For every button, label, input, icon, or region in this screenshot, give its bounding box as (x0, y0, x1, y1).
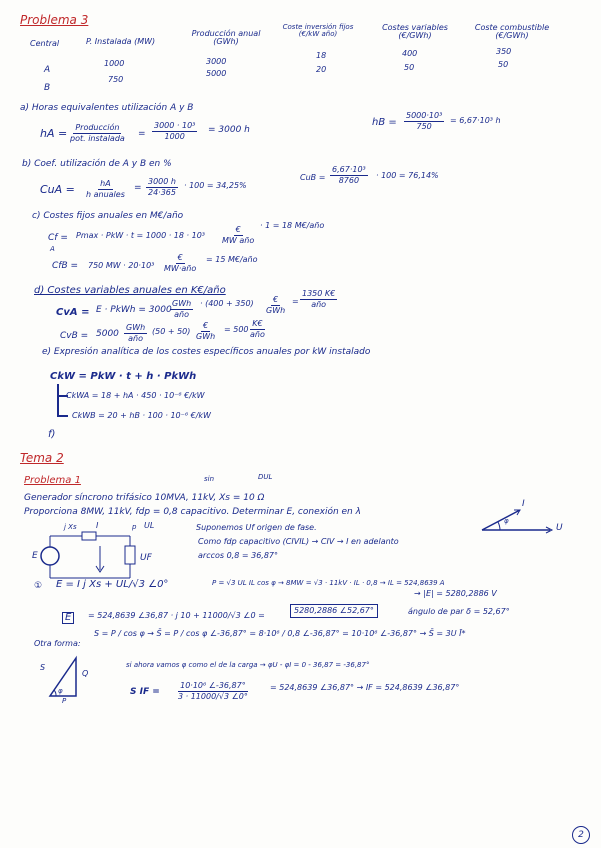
page-number: 2 (572, 826, 590, 844)
cva-u1-num: GWh (172, 299, 192, 308)
tri-s: S (40, 663, 46, 672)
cvb-u1-num: GWh (126, 323, 146, 332)
cua-frac1-den: h anuales (86, 190, 125, 199)
section-b-heading: b) Coef. utilización de A y B en % (22, 159, 172, 169)
circ-e: E (32, 551, 38, 561)
cub-lhs: CuB = (300, 173, 326, 182)
hb-result: = 6,67·10³ h (450, 116, 501, 125)
cua-result: · 100 = 34,25% (184, 181, 247, 190)
cva-lhs: CvA = (56, 307, 90, 318)
header-potencia: P. Instalada (MW) (86, 37, 156, 46)
cub-frac (330, 166, 368, 185)
vec-phi-label: φ (504, 517, 509, 525)
cfa-tail: · 1 = 18 M€/año (260, 221, 325, 230)
power-triangle (46, 656, 89, 700)
cvb-res-num: K€ (252, 319, 263, 328)
row-a-produccion: 3000 (206, 57, 227, 66)
cfb-result: = 15 M€/año (206, 255, 258, 264)
row-a-combustible: 350 (496, 47, 512, 56)
row-a-central: A (44, 65, 51, 75)
cvb-res-den: año (250, 330, 265, 339)
cfa-expr: Pmax · PkW · t = 1000 · 18 · 10³ (76, 231, 205, 240)
cua-eq: = (134, 183, 142, 193)
s-line2: si ahora vamos φ como el de la carga → φU - φI = 0 - 36,87 = -36,87° (126, 661, 370, 669)
row-a-variables: 400 (402, 49, 418, 58)
ha-frac1-num: Producción (75, 123, 120, 132)
annot-dul: DUL (258, 473, 273, 481)
section-a-heading: a) Horas equivalentes utilización A y B (20, 103, 194, 113)
cfb-expr: 750 MW · 20·10³ (88, 261, 155, 270)
ha-frac1-den: pot. instalada (70, 134, 125, 143)
cva-res-pre: = (292, 297, 299, 306)
cua-frac2-num: 3000 h (148, 177, 176, 186)
header-inversion: Coste inversión fijos (€/kW año) (282, 23, 354, 38)
cub-result: · 100 = 76,14% (376, 171, 439, 180)
tema2-title: Tema 2 (20, 451, 64, 465)
note1: Suponemos Uf origen de fase. (196, 523, 317, 532)
annot-sin: sin (204, 475, 215, 483)
header-combustible: Coste combustible (€/GWh) (474, 23, 550, 40)
ha-lhs: hA = (40, 127, 68, 140)
hb-frac (404, 112, 444, 131)
row-b-potencia: 750 (108, 75, 124, 84)
angle-note: ángulo de par δ = 52,67° (408, 607, 510, 616)
ha-result: = 3000 h (208, 125, 250, 135)
e-mag: → |E| = 5280,2886 V (414, 589, 497, 598)
hb-frac-den: 750 (416, 122, 432, 131)
row-a-potencia: 1000 (104, 59, 125, 68)
cvb-mid: (50 + 50) (152, 327, 191, 336)
power-eq: P = √3 UL IL cos φ → 8MW = √3 · 11kV · IL · 0,8 → IL = 524,8639 A (212, 579, 445, 587)
cva-res (300, 290, 337, 309)
s3-pre: S IF = (130, 687, 160, 697)
e-boxed-label: E (62, 612, 74, 624)
circ-p: p (132, 523, 137, 531)
section-c-heading: c) Costes fijos anuales en M€/año (32, 211, 184, 221)
row-b-variables: 50 (404, 63, 415, 72)
cvb-res-pre: = 500 (224, 325, 249, 334)
row-b-combustible: 50 (498, 60, 509, 69)
e-arrows (54, 384, 74, 424)
tema2-line1: Generador síncrono trifásico 10MVA, 11kV, Xs = 10 Ω (24, 493, 265, 503)
s3-post: = 524,8639 ∠36,87° → IF = 524,8639 ∠36,87° (270, 683, 460, 692)
cvb-u1-den: año (128, 334, 144, 343)
header-central: Central (30, 39, 60, 48)
row-a-inversion: 18 (316, 51, 327, 60)
ha-frac2 (152, 122, 197, 141)
section-d-heading: d) Costes variables anuales en K€/año (34, 285, 226, 296)
cfa-sub: A (50, 245, 55, 253)
cva-u2-den: GWh (266, 306, 286, 315)
s3-frac (178, 682, 248, 701)
s3-frac-num: 10·10⁶ ∠-36,87° (180, 681, 246, 690)
cfa-unit (222, 226, 254, 245)
cfa-lhs: Cf = (48, 233, 68, 243)
row-b-produccion: 5000 (206, 69, 227, 78)
problema3-title: Problema 3 (20, 13, 89, 27)
section-e-heading: e) Expresión analítica de los costes específicos anuales por kW instalado (42, 347, 371, 357)
cua-lhs: CuA = (40, 183, 75, 196)
header-variables: Costes variables (€/GWh) (382, 23, 448, 40)
cfa-unit-den: MW año (222, 236, 255, 245)
eq-number: ① (34, 581, 43, 591)
cvb-u2-num: € (203, 321, 209, 330)
vec-u-label: U (556, 523, 563, 533)
note2: Como fdp capacitivo (CIVIL) → CIV → I en adelanto (198, 537, 399, 546)
circ-uf: UF (140, 553, 152, 563)
e-line1: CkW = PkW · t + h · PkWh (50, 371, 197, 382)
circ-ul: UL (144, 521, 155, 530)
cva-u1-den: año (174, 310, 190, 319)
cfb-unit-den: MW·año (164, 264, 197, 273)
circ-jxs: j Xs (64, 523, 77, 531)
vec-i-label: I (522, 499, 525, 509)
tri-p: P (62, 697, 67, 705)
cva-res-den: año (311, 300, 327, 309)
cva-u2-num: € (273, 295, 279, 304)
e-line: = 524,8639 ∠36,87 · j 10 + 11000/√3 ∠0 = (88, 611, 265, 620)
otra-forma: Otra forma: (34, 639, 81, 648)
cvb-u2 (196, 322, 215, 341)
ha-frac1 (70, 124, 125, 143)
section-f-heading: f) (48, 429, 56, 440)
cua-frac1 (86, 180, 125, 199)
cfb-unit (164, 254, 196, 273)
row-b-central: B (44, 83, 51, 93)
tri-q: Q (82, 669, 89, 678)
eq-main: E = I j Xs + UL/√3 ∠0° (56, 579, 169, 590)
ha-frac2-den: 1000 (164, 132, 185, 141)
cvb-res (250, 320, 265, 339)
e-line3: CkWB = 20 + hB · 100 · 10⁻⁶ €/kW (72, 411, 211, 420)
cvb-u2-den: GWh (196, 332, 216, 341)
cua-frac1-num: hA (100, 179, 111, 188)
cfa-unit-num: € (235, 225, 241, 234)
cva-expr: E · PkWh = 3000 (96, 305, 172, 315)
ha-frac2-num: 3000 · 10³ (154, 121, 196, 130)
s3-frac-den: 3 · 11000/√3 ∠0° (178, 692, 248, 701)
cfb-unit-num: € (177, 253, 183, 262)
cva-u2 (266, 296, 285, 315)
tema2-line2: Proporciona 8MW, 11kV, fdp = 0,8 capacitivo. Determinar E, conexión en λ (24, 507, 361, 517)
tri-phi: φ (58, 687, 63, 695)
cvb-expr: 5000 (96, 329, 119, 339)
cva-u1 (170, 300, 193, 319)
row-b-inversion: 20 (316, 65, 327, 74)
cvb-u1 (124, 324, 147, 343)
e-result: 5280,2886 ∠52,67° (290, 604, 378, 618)
problema1-title: Problema 1 (24, 475, 81, 486)
circ-i: I (96, 521, 99, 530)
cva-mid: · (400 + 350) (200, 299, 254, 308)
e-line2: CkWA = 18 + hA · 450 · 10⁻⁶ €/kW (66, 391, 205, 400)
s-line1: S = P / cos φ → S̄ = P / cos φ ∠-36,87° = 8·10⁶ / 0,8 ∠-36,87° = 10·10⁶ ∠-36,87° → S̄ = 3U Ī* (94, 629, 466, 638)
cvb-lhs: CvB = (60, 331, 89, 341)
note3: arccos 0,8 = 36,87° (198, 551, 279, 560)
ha-eq: = (138, 129, 146, 139)
hb-frac-num: 5000·10³ (406, 111, 443, 120)
cua-frac2-den: 24·365 (147, 188, 176, 197)
cub-frac-num: 6,67·10³ (332, 165, 366, 174)
cua-frac2 (146, 178, 178, 197)
cub-frac-den: 8760 (338, 176, 360, 185)
cfb-lhs: CfB = (52, 261, 79, 271)
header-produccion: Producción anual (GWh) (191, 29, 261, 46)
hb-lhs: hB = (372, 117, 397, 128)
phasor-diagram (480, 500, 560, 540)
cva-res-num: 1350 K€ (302, 289, 336, 298)
